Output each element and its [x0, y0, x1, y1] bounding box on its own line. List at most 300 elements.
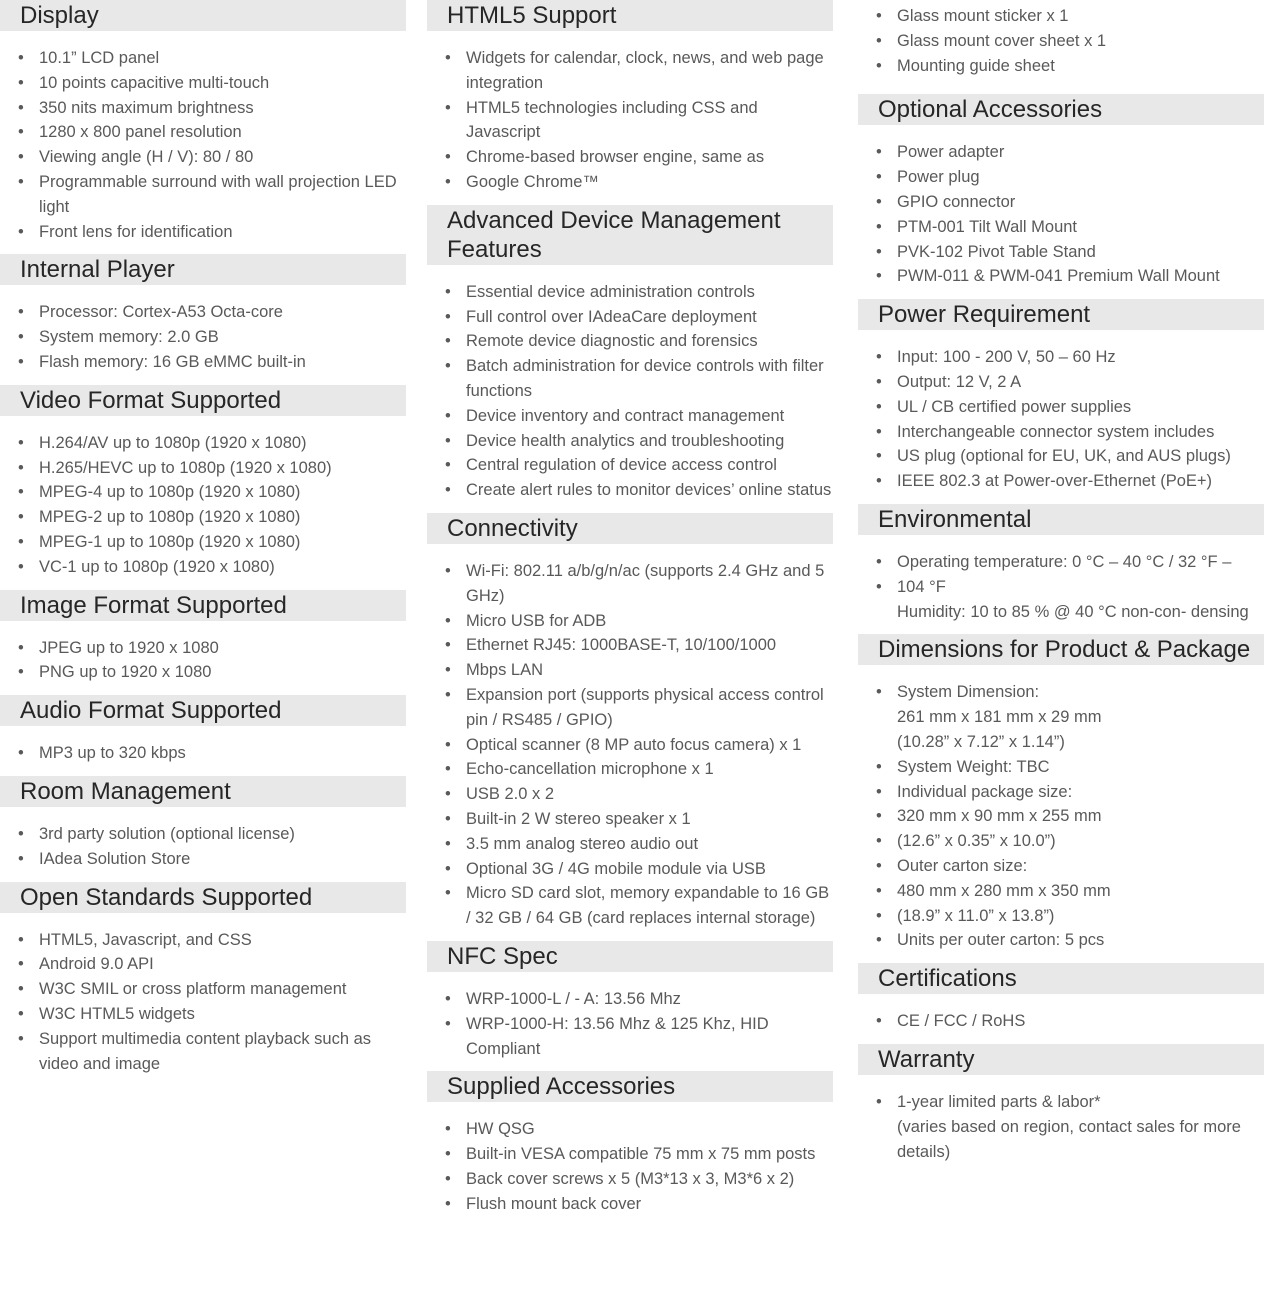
list-item-text: Chrome-based browser engine, same as	[466, 148, 765, 167]
spec-list	[427, 1117, 833, 1216]
bullet-icon: •	[18, 930, 24, 949]
list-item-text: Wi-Fi: 802.11 a/b/g/n/ac (supports 2.4 GHz and 5 GHz)	[466, 561, 825, 605]
spec-list	[858, 550, 1264, 624]
list-item-text: GPIO connector	[897, 192, 1016, 211]
section-connectivity	[427, 513, 833, 931]
bullet-icon: •	[445, 1014, 451, 1033]
spec-list	[858, 1090, 1264, 1164]
bullet-icon: •	[18, 49, 24, 67]
list-item	[18, 741, 406, 766]
list-item	[876, 190, 1264, 215]
list-item-text: VC-1 up to 1080p (1920 x 1080)	[39, 557, 275, 576]
bullet-icon: •	[876, 881, 882, 900]
section-heading: Open Standards Supported	[0, 882, 406, 913]
bullet-icon: •	[18, 98, 24, 117]
bullet-icon: •	[445, 49, 451, 67]
list-item-text: 3.5 mm analog stereo audio out	[466, 834, 699, 853]
list-item	[445, 987, 833, 1012]
section-environmental	[858, 504, 1264, 624]
list-item	[876, 1009, 1264, 1034]
section-heading: Power Requirement	[858, 299, 1264, 330]
spec-list	[427, 987, 833, 1061]
bullet-icon: •	[876, 757, 882, 776]
list-item	[18, 120, 406, 145]
list-item-text: (18.9” x 11.0” x 13.8”)	[897, 906, 1055, 925]
list-item-text: Android 9.0 API	[39, 955, 154, 974]
bullet-icon: •	[876, 242, 882, 261]
bullet-icon: •	[445, 431, 451, 450]
list-item	[876, 215, 1264, 240]
list-item-text: WRP-1000-H: 13.56 Mhz & 125 Khz, HID Compliant	[466, 1014, 769, 1058]
bullet-icon: •	[876, 31, 882, 50]
section-advanced-device-management-features	[427, 205, 833, 503]
list-item	[445, 807, 833, 832]
list-item	[876, 165, 1264, 190]
list-item	[18, 145, 406, 170]
list-item-text: 1280 x 800 panel resolution	[39, 123, 242, 142]
bullet-icon: •	[18, 328, 24, 347]
list-item	[445, 857, 833, 882]
list-item-text: Device inventory and contract management	[466, 406, 785, 425]
section-warranty	[858, 1044, 1264, 1164]
list-item-text: Individual package size:	[897, 782, 1073, 801]
bullet-icon: •	[445, 809, 451, 828]
spec-list	[858, 345, 1264, 494]
list-item-text: Power adapter	[897, 143, 1005, 162]
list-item-text: MPEG-4 up to 1080p (1920 x 1080)	[39, 483, 301, 502]
list-item	[445, 280, 833, 305]
list-item-text: IEEE 802.3 at Power-over-Ethernet (PoE+)	[897, 472, 1213, 491]
list-item	[876, 345, 1264, 370]
list-item	[876, 1090, 1264, 1164]
bullet-icon: •	[445, 611, 451, 630]
bullet-icon: •	[18, 303, 24, 322]
list-item	[18, 952, 406, 977]
list-item-text: Expansion port (supports physical access control pin / RS485 / GPIO)	[466, 685, 824, 729]
bullet-icon: •	[445, 481, 451, 500]
list-item	[18, 505, 406, 530]
list-item	[876, 29, 1264, 54]
list-item-text: 104 °F Humidity: 10 to 85 % @ 40 °C non-con- densing	[897, 577, 1249, 621]
list-item	[18, 170, 406, 220]
section-room-management	[0, 776, 406, 872]
bullet-icon: •	[445, 685, 451, 704]
list-item	[876, 928, 1264, 953]
section-internal-player	[0, 254, 406, 374]
spec-list	[427, 559, 833, 931]
bullet-icon: •	[18, 458, 24, 477]
bullet-icon: •	[445, 406, 451, 425]
list-item	[18, 1002, 406, 1027]
section-display	[0, 0, 406, 244]
bullet-icon: •	[18, 980, 24, 999]
bullet-icon: •	[445, 760, 451, 779]
bullet-icon: •	[18, 222, 24, 241]
list-item-text: System Weight: TBC	[897, 757, 1050, 776]
list-item	[18, 530, 406, 555]
bullet-icon: •	[445, 1194, 451, 1213]
list-item-text: Glass mount sticker x 1	[897, 7, 1069, 25]
section-heading: Display	[0, 0, 406, 31]
list-item-text: Glass mount cover sheet x 1	[897, 31, 1107, 50]
bullet-icon: •	[445, 282, 451, 301]
list-item	[876, 780, 1264, 805]
section-video-format-supported	[0, 385, 406, 580]
list-item	[876, 804, 1264, 829]
list-item-text: Micro SD card slot, memory expandable to 16 GB / 32 GB / 64 GB (card replaces internal storage)	[466, 884, 830, 928]
list-item-text: H.264/AV up to 1080p (1920 x 1080)	[39, 433, 307, 452]
list-item	[18, 300, 406, 325]
list-item-text: PVK-102 Pivot Table Stand	[897, 242, 1096, 261]
section-heading: NFC Spec	[427, 941, 833, 972]
list-item	[445, 96, 833, 146]
section-heading: Audio Format Supported	[0, 695, 406, 726]
list-item-text: Central regulation of device access control	[466, 456, 777, 475]
list-item	[876, 550, 1264, 575]
list-item-text: US plug (optional for EU, UK, and AUS plugs)	[897, 447, 1231, 466]
list-item-text: UL / CB certified power supplies	[897, 397, 1132, 416]
spec-list	[858, 680, 1264, 953]
bullet-icon: •	[18, 352, 24, 371]
list-item-text: Widgets for calendar, clock, news, and web page integration	[466, 49, 824, 92]
section-image-format-supported	[0, 590, 406, 686]
bullet-icon: •	[876, 856, 882, 875]
bullet-icon: •	[876, 1092, 882, 1111]
bullet-icon: •	[876, 56, 882, 75]
bullet-icon: •	[876, 397, 882, 416]
bullet-icon: •	[18, 508, 24, 527]
list-item	[876, 370, 1264, 395]
spec-list	[0, 741, 406, 766]
bullet-icon: •	[876, 577, 882, 596]
bullet-icon: •	[445, 561, 451, 580]
list-item	[18, 1027, 406, 1077]
list-item	[445, 170, 833, 195]
bullet-icon: •	[876, 422, 882, 441]
list-item	[876, 140, 1264, 165]
list-item	[18, 220, 406, 245]
bullet-icon: •	[876, 372, 882, 391]
bullet-icon: •	[18, 824, 24, 843]
bullet-icon: •	[876, 447, 882, 466]
section-optional-accessories	[858, 94, 1264, 289]
list-item-text: Viewing angle (H / V): 80 / 80	[39, 148, 254, 167]
list-item	[445, 559, 833, 609]
spec-list	[858, 1009, 1264, 1034]
bullet-icon: •	[18, 483, 24, 502]
list-item-text: 1-year limited parts & labor* (varies based on region, contact sales for more details)	[897, 1092, 1241, 1161]
list-item-text: Support multimedia content playback such as video and image	[39, 1029, 372, 1073]
list-item	[876, 904, 1264, 929]
bullet-icon: •	[445, 98, 451, 117]
list-item-text: Mbps LAN	[466, 661, 544, 680]
list-item-text: IAdea Solution Store	[39, 849, 191, 868]
bullet-icon: •	[445, 785, 451, 804]
bullet-icon: •	[18, 532, 24, 551]
list-item-text: Full control over IAdeaCare deployment	[466, 307, 757, 326]
list-item	[18, 456, 406, 481]
section-heading: Certifications	[858, 963, 1264, 994]
list-item	[445, 145, 833, 170]
list-item-text: Back cover screws x 5 (M3*13 x 3, M3*6 x 2)	[466, 1169, 795, 1188]
column-2	[427, 0, 833, 1226]
list-item-text: 320 mm x 90 mm x 255 mm	[897, 807, 1102, 826]
bullet-icon: •	[445, 456, 451, 475]
bullet-icon: •	[876, 832, 882, 851]
list-item-text: Outer carton size:	[897, 856, 1028, 875]
bullet-icon: •	[18, 1029, 24, 1048]
list-item-text: USB 2.0 x 2	[466, 785, 555, 804]
bullet-icon: •	[876, 807, 882, 826]
bullet-icon: •	[445, 1169, 451, 1188]
bullet-icon: •	[445, 636, 451, 655]
bullet-icon: •	[876, 168, 882, 187]
list-item-text: Mounting guide sheet	[897, 56, 1055, 75]
list-item-text: Remote device diagnostic and forensics	[466, 332, 758, 351]
section-heading: Environmental	[858, 504, 1264, 535]
list-item	[445, 733, 833, 758]
list-item	[445, 609, 833, 634]
spec-list	[0, 431, 406, 580]
list-item-text: W3C HTML5 widgets	[39, 1004, 195, 1023]
list-item-text: Built-in VESA compatible 75 mm x 75 mm posts	[466, 1145, 816, 1164]
list-item-text: PTM-001 Tilt Wall Mount	[897, 217, 1078, 236]
bullet-icon: •	[18, 148, 24, 167]
section-nfc-spec	[427, 941, 833, 1061]
bullet-icon: •	[445, 357, 451, 376]
list-item-text: Input: 100 - 200 V, 50 – 60 Hz	[897, 348, 1116, 367]
list-item	[18, 660, 406, 685]
list-item-text: System memory: 2.0 GB	[39, 328, 219, 347]
list-item-text: Device health analytics and troubleshooting	[466, 431, 785, 450]
bullet-icon: •	[445, 1145, 451, 1164]
list-item	[445, 1012, 833, 1062]
list-item	[876, 395, 1264, 420]
list-item-text: 480 mm x 280 mm x 350 mm	[897, 881, 1111, 900]
list-item	[18, 928, 406, 953]
list-item	[18, 96, 406, 121]
list-item	[445, 782, 833, 807]
list-item-text: H.265/HEVC up to 1080p (1920 x 1080)	[39, 458, 332, 477]
list-item	[876, 854, 1264, 879]
list-item-text: Batch administration for device controls with filter functions	[466, 357, 824, 400]
section-heading: Warranty	[858, 1044, 1264, 1075]
bullet-icon: •	[876, 7, 882, 25]
section-heading: Advanced Device Management Features	[427, 205, 833, 265]
list-item-text: HW QSG	[466, 1120, 535, 1139]
bullet-icon: •	[445, 989, 451, 1008]
list-item	[18, 431, 406, 456]
list-item-text: WRP-1000-L / - A: 13.56 Mhz	[466, 989, 681, 1008]
bullet-icon: •	[876, 782, 882, 801]
bullet-icon: •	[876, 906, 882, 925]
list-item-text: Built-in 2 W stereo speaker x 1	[466, 809, 691, 828]
list-item	[876, 54, 1264, 79]
spec-list	[858, 140, 1264, 289]
list-item	[18, 636, 406, 661]
list-item-text: Output: 12 V, 2 A	[897, 372, 1022, 391]
bullet-icon: •	[445, 834, 451, 853]
bullet-icon: •	[876, 552, 882, 571]
list-item-text: HTML5, Javascript, and CSS	[39, 930, 252, 949]
list-item	[876, 240, 1264, 265]
list-item	[445, 881, 833, 931]
section-power-requirement	[858, 299, 1264, 494]
section-dimensions-for-product-package	[858, 634, 1264, 953]
section-html5-support	[427, 0, 833, 195]
section-heading: Video Format Supported	[0, 385, 406, 416]
list-item-text: System Dimension: 261 mm x 181 mm x 29 mm (10.28” x 7.12” x 1.14”)	[897, 683, 1102, 751]
section-heading: Supplied Accessories	[427, 1071, 833, 1102]
list-item-text: Flash memory: 16 GB eMMC built-in	[39, 352, 306, 371]
list-item-text: Power plug	[897, 168, 980, 187]
list-item	[445, 453, 833, 478]
list-item	[445, 429, 833, 454]
bullet-icon: •	[18, 1004, 24, 1023]
section-heading: Image Format Supported	[0, 590, 406, 621]
bullet-icon: •	[18, 123, 24, 142]
list-item	[18, 46, 406, 71]
list-item	[445, 1142, 833, 1167]
section-heading: Connectivity	[427, 513, 833, 544]
list-item	[18, 847, 406, 872]
list-item	[445, 354, 833, 404]
list-item-text: Programmable surround with wall projection LED light	[39, 172, 397, 216]
list-item-text: Operating temperature: 0 °C – 40 °C / 32 °F –	[897, 552, 1232, 571]
list-item	[445, 46, 833, 96]
spec-list	[0, 822, 406, 872]
list-item-text: Micro USB for ADB	[466, 611, 607, 630]
list-item	[18, 350, 406, 375]
spec-list	[0, 300, 406, 374]
bullet-icon: •	[876, 1012, 882, 1031]
list-item-text: Echo-cancellation microphone x 1	[466, 760, 714, 779]
list-item	[18, 480, 406, 505]
list-item	[876, 829, 1264, 854]
list-item-text: HTML5 technologies including CSS and Javascript	[466, 98, 758, 142]
list-item	[18, 325, 406, 350]
bullet-icon: •	[18, 433, 24, 452]
bullet-icon: •	[445, 1120, 451, 1139]
list-item-text: JPEG up to 1920 x 1080	[39, 638, 219, 657]
spec-list	[427, 46, 833, 195]
list-item-text: Flush mount back cover	[466, 1194, 642, 1213]
list-item-text: W3C SMIL or cross platform management	[39, 980, 347, 999]
list-item-text: 10.1” LCD panel	[39, 49, 160, 67]
list-item	[876, 264, 1264, 289]
list-item	[876, 444, 1264, 469]
bullet-icon: •	[445, 332, 451, 351]
list-item	[445, 478, 833, 503]
list-item	[18, 71, 406, 96]
list-item-text: 10 points capacitive multi-touch	[39, 73, 270, 92]
list-item-text: Processor: Cortex-A53 Octa-core	[39, 303, 283, 322]
list-item-text: Units per outer carton: 5 pcs	[897, 931, 1105, 950]
bullet-icon: •	[18, 73, 24, 92]
bullet-icon: •	[18, 955, 24, 974]
list-item-text: Optional 3G / 4G mobile module via USB	[466, 859, 766, 878]
list-item-text: (12.6” x 0.35” x 10.0”)	[897, 832, 1056, 851]
section-heading: Room Management	[0, 776, 406, 807]
list-item	[445, 633, 833, 658]
bullet-icon: •	[445, 735, 451, 754]
list-item	[445, 404, 833, 429]
list-item	[445, 1167, 833, 1192]
list-item-text: Interchangeable connector system includes	[897, 422, 1215, 441]
spec-list	[0, 46, 406, 244]
list-item	[18, 822, 406, 847]
spec-list	[427, 280, 833, 503]
spec-list	[0, 928, 406, 1077]
bullet-icon: •	[876, 931, 882, 950]
list-item	[876, 575, 1264, 625]
bullet-icon: •	[445, 172, 451, 191]
list-item	[18, 555, 406, 580]
list-item	[876, 680, 1264, 754]
bullet-icon: •	[18, 744, 24, 763]
column-1	[0, 0, 406, 1086]
list-item-text: Optical scanner (8 MP auto focus camera) x 1	[466, 735, 802, 754]
bullet-icon: •	[18, 638, 24, 657]
list-item-text: 3rd party solution (optional license)	[39, 824, 295, 843]
bullet-icon: •	[18, 172, 24, 191]
list-item	[445, 683, 833, 733]
list-item-text: PWM-011 & PWM-041 Premium Wall Mount	[897, 267, 1220, 286]
bullet-icon: •	[18, 663, 24, 682]
bullet-icon: •	[876, 348, 882, 367]
section-heading: Dimensions for Product & Package	[858, 634, 1264, 665]
list-item	[445, 305, 833, 330]
list-item	[18, 977, 406, 1002]
list-item	[445, 1117, 833, 1142]
list-item-text: 350 nits maximum brightness	[39, 98, 254, 117]
bullet-icon: •	[876, 267, 882, 286]
bullet-icon: •	[445, 307, 451, 326]
list-item	[445, 832, 833, 857]
list-item-text: Create alert rules to monitor devices’ online status	[466, 481, 832, 500]
bullet-icon: •	[876, 143, 882, 162]
list-item-text: PNG up to 1920 x 1080	[39, 663, 212, 682]
bullet-icon: •	[445, 859, 451, 878]
section-heading: Internal Player	[0, 254, 406, 285]
bullet-icon: •	[18, 557, 24, 576]
list-item	[445, 1192, 833, 1217]
list-item	[445, 658, 833, 683]
list-item-text: MPEG-2 up to 1080p (1920 x 1080)	[39, 508, 301, 527]
list-item	[876, 420, 1264, 445]
bullet-icon: •	[876, 472, 882, 491]
bullet-icon: •	[876, 217, 882, 236]
section-certifications	[858, 963, 1264, 1034]
section-heading: Optional Accessories	[858, 94, 1264, 125]
list-item	[876, 879, 1264, 904]
list-item	[876, 4, 1264, 29]
list-item-text: MPEG-1 up to 1080p (1920 x 1080)	[39, 532, 301, 551]
bullet-icon: •	[876, 192, 882, 211]
list-item	[876, 755, 1264, 780]
section-supplied-accessories	[427, 1071, 833, 1216]
list-item	[876, 469, 1264, 494]
section-heading: HTML5 Support	[427, 0, 833, 31]
bullet-icon: •	[445, 661, 451, 680]
list-item-text: Essential device administration controls	[466, 282, 755, 301]
list-item-text: MP3 up to 320 kbps	[39, 744, 186, 763]
list-item	[445, 329, 833, 354]
list-item	[445, 757, 833, 782]
bullet-icon: •	[445, 884, 451, 903]
bullet-icon: •	[18, 849, 24, 868]
list-item-text: Google Chrome™	[466, 172, 599, 191]
